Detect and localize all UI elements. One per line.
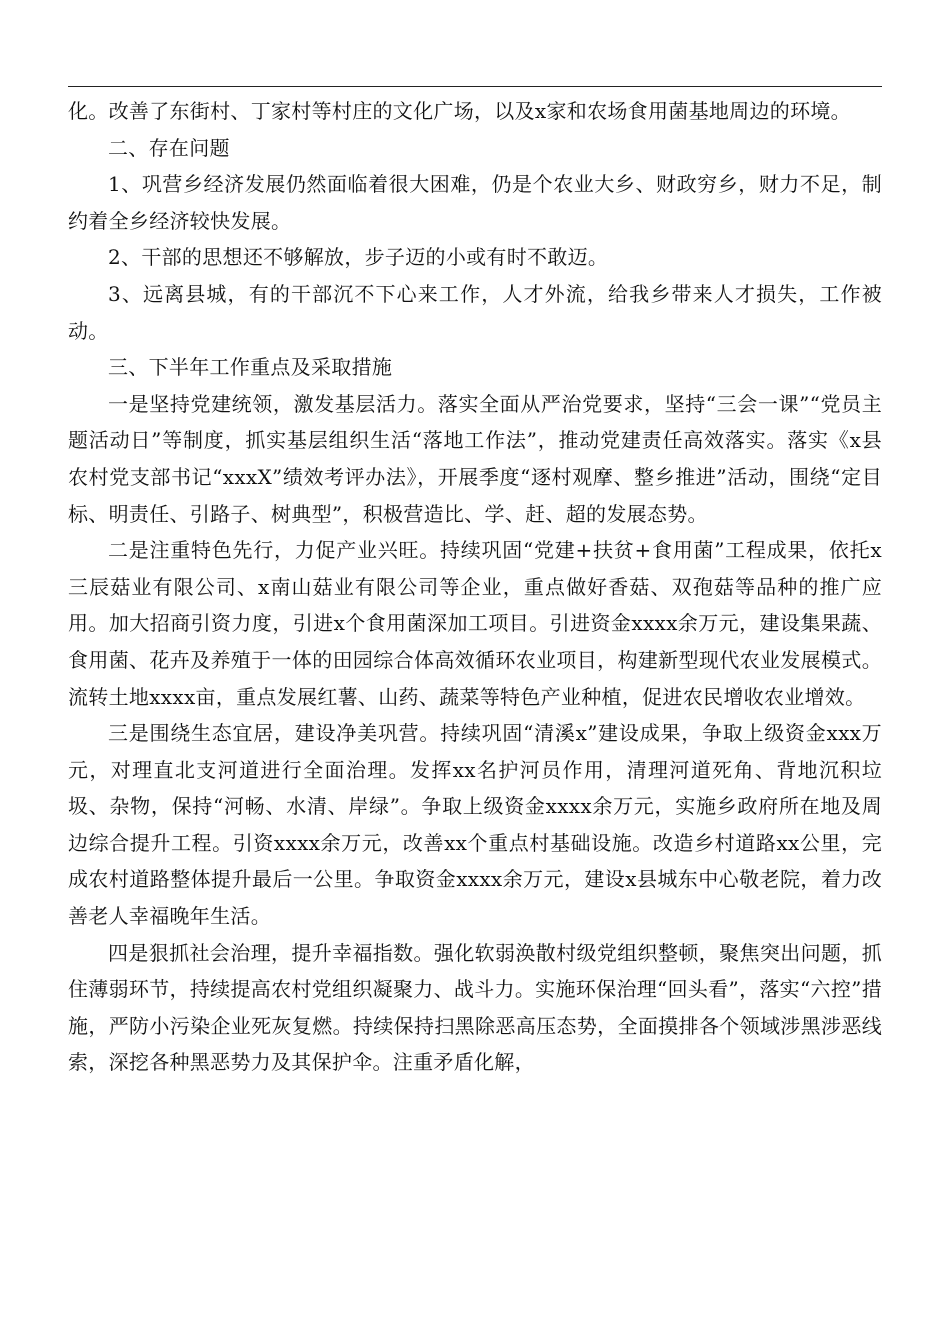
problem-item-1: 1、巩营乡经济发展仍然面临着很大困难，仍是个农业大乡、财政穷乡，财力不足，制约着全乡经济较快发展。: [68, 172, 882, 233]
problem-item-3: 3、远离县城，有的干部沉不下心来工作，人才外流，给我乡带来人才损失，工作被动。: [68, 281, 882, 343]
problem-item-2: 2、干部的思想还不够解放，步子迈的小或有时不敢迈。: [108, 245, 609, 270]
measure-paragraph-3: 三是围绕生态宜居，建设净美巩营。持续巩固“清溪x”建设成果，争取上级资金xxx万元，对理直北支河道进行全面治理。发挥xx名护河员作用，清理河道死角、背地沉积垃圾、杂物，保持“河畅、水清、岸绿”。争取上级资金xxxx余万元，实施乡政府所在地及周边综合提升工程。引资xxxx余万元，改善xx个重点村基础设施。改造乡村道路xx公里，完成农村道路整体提升最后一公里。争取资金xxxx余万元，建设x县城东中心敬老院，着力改善老人幸福晚年生活。: [68, 721, 882, 929]
header-rule: [68, 86, 882, 87]
measure-paragraph-1: 一是坚持党建统领，激发基层活力。落实全面从严治党要求，坚持“三会一课”“党员主题活动日”等制度，抓实基层组织生活“落地工作法”，推动党建责任高效落实。落实《x县农村党支部书记“xxxX”绩效考评办法》，开展季度“逐村观摩、整乡推进”活动，围绕“定目标、明责任、引路子、树典型”，积极营造比、学、赶、超的发展态势。: [68, 391, 882, 526]
measure-paragraph-2: 二是注重特色先行，力促产业兴旺。持续巩固“党建+扶贫+食用菌”工程成果，依托x三辰菇业有限公司、x南山菇业有限公司等企业，重点做好香菇、双孢菇等品种的推广应用。加大招商引资力度，引进x个食用菌深加工项目。引进资金xxxx余万元，建设集果蔬、食用菌、花卉及养殖于一体的田园综合体高效循环农业项目，构建新型现代农业发展模式。流转土地xxxx亩，重点发展红薯、山药、蔬菜等特色产业种植，促进农民增收农业增效。: [68, 538, 882, 709]
paragraph-continuation: 化。改善了东街村、丁家村等村庄的文化广场，以及x家和农场食用菌基地周边的环境。: [68, 99, 851, 123]
section-heading-measures: 三、下半年工作重点及采取措施: [108, 355, 393, 380]
section-heading-problems: 二、存在问题: [108, 135, 230, 160]
document-body: [68, 93, 882, 1081]
measure-paragraph-4: 四是狠抓社会治理，提升幸福指数。强化软弱涣散村级党组织整顿，聚焦突出问题，抓住薄弱环节，持续提高农村党组织凝聚力、战斗力。实施环保治理“回头看”，落实“六控”措施，严防小污染企业死灰复燃。持续保持扫黑除恶高压态势，全面摸排各个领域涉黑涉恶线索，深挖各种黑恶势力及其保护伞。注重矛盾化解，: [68, 940, 882, 1075]
